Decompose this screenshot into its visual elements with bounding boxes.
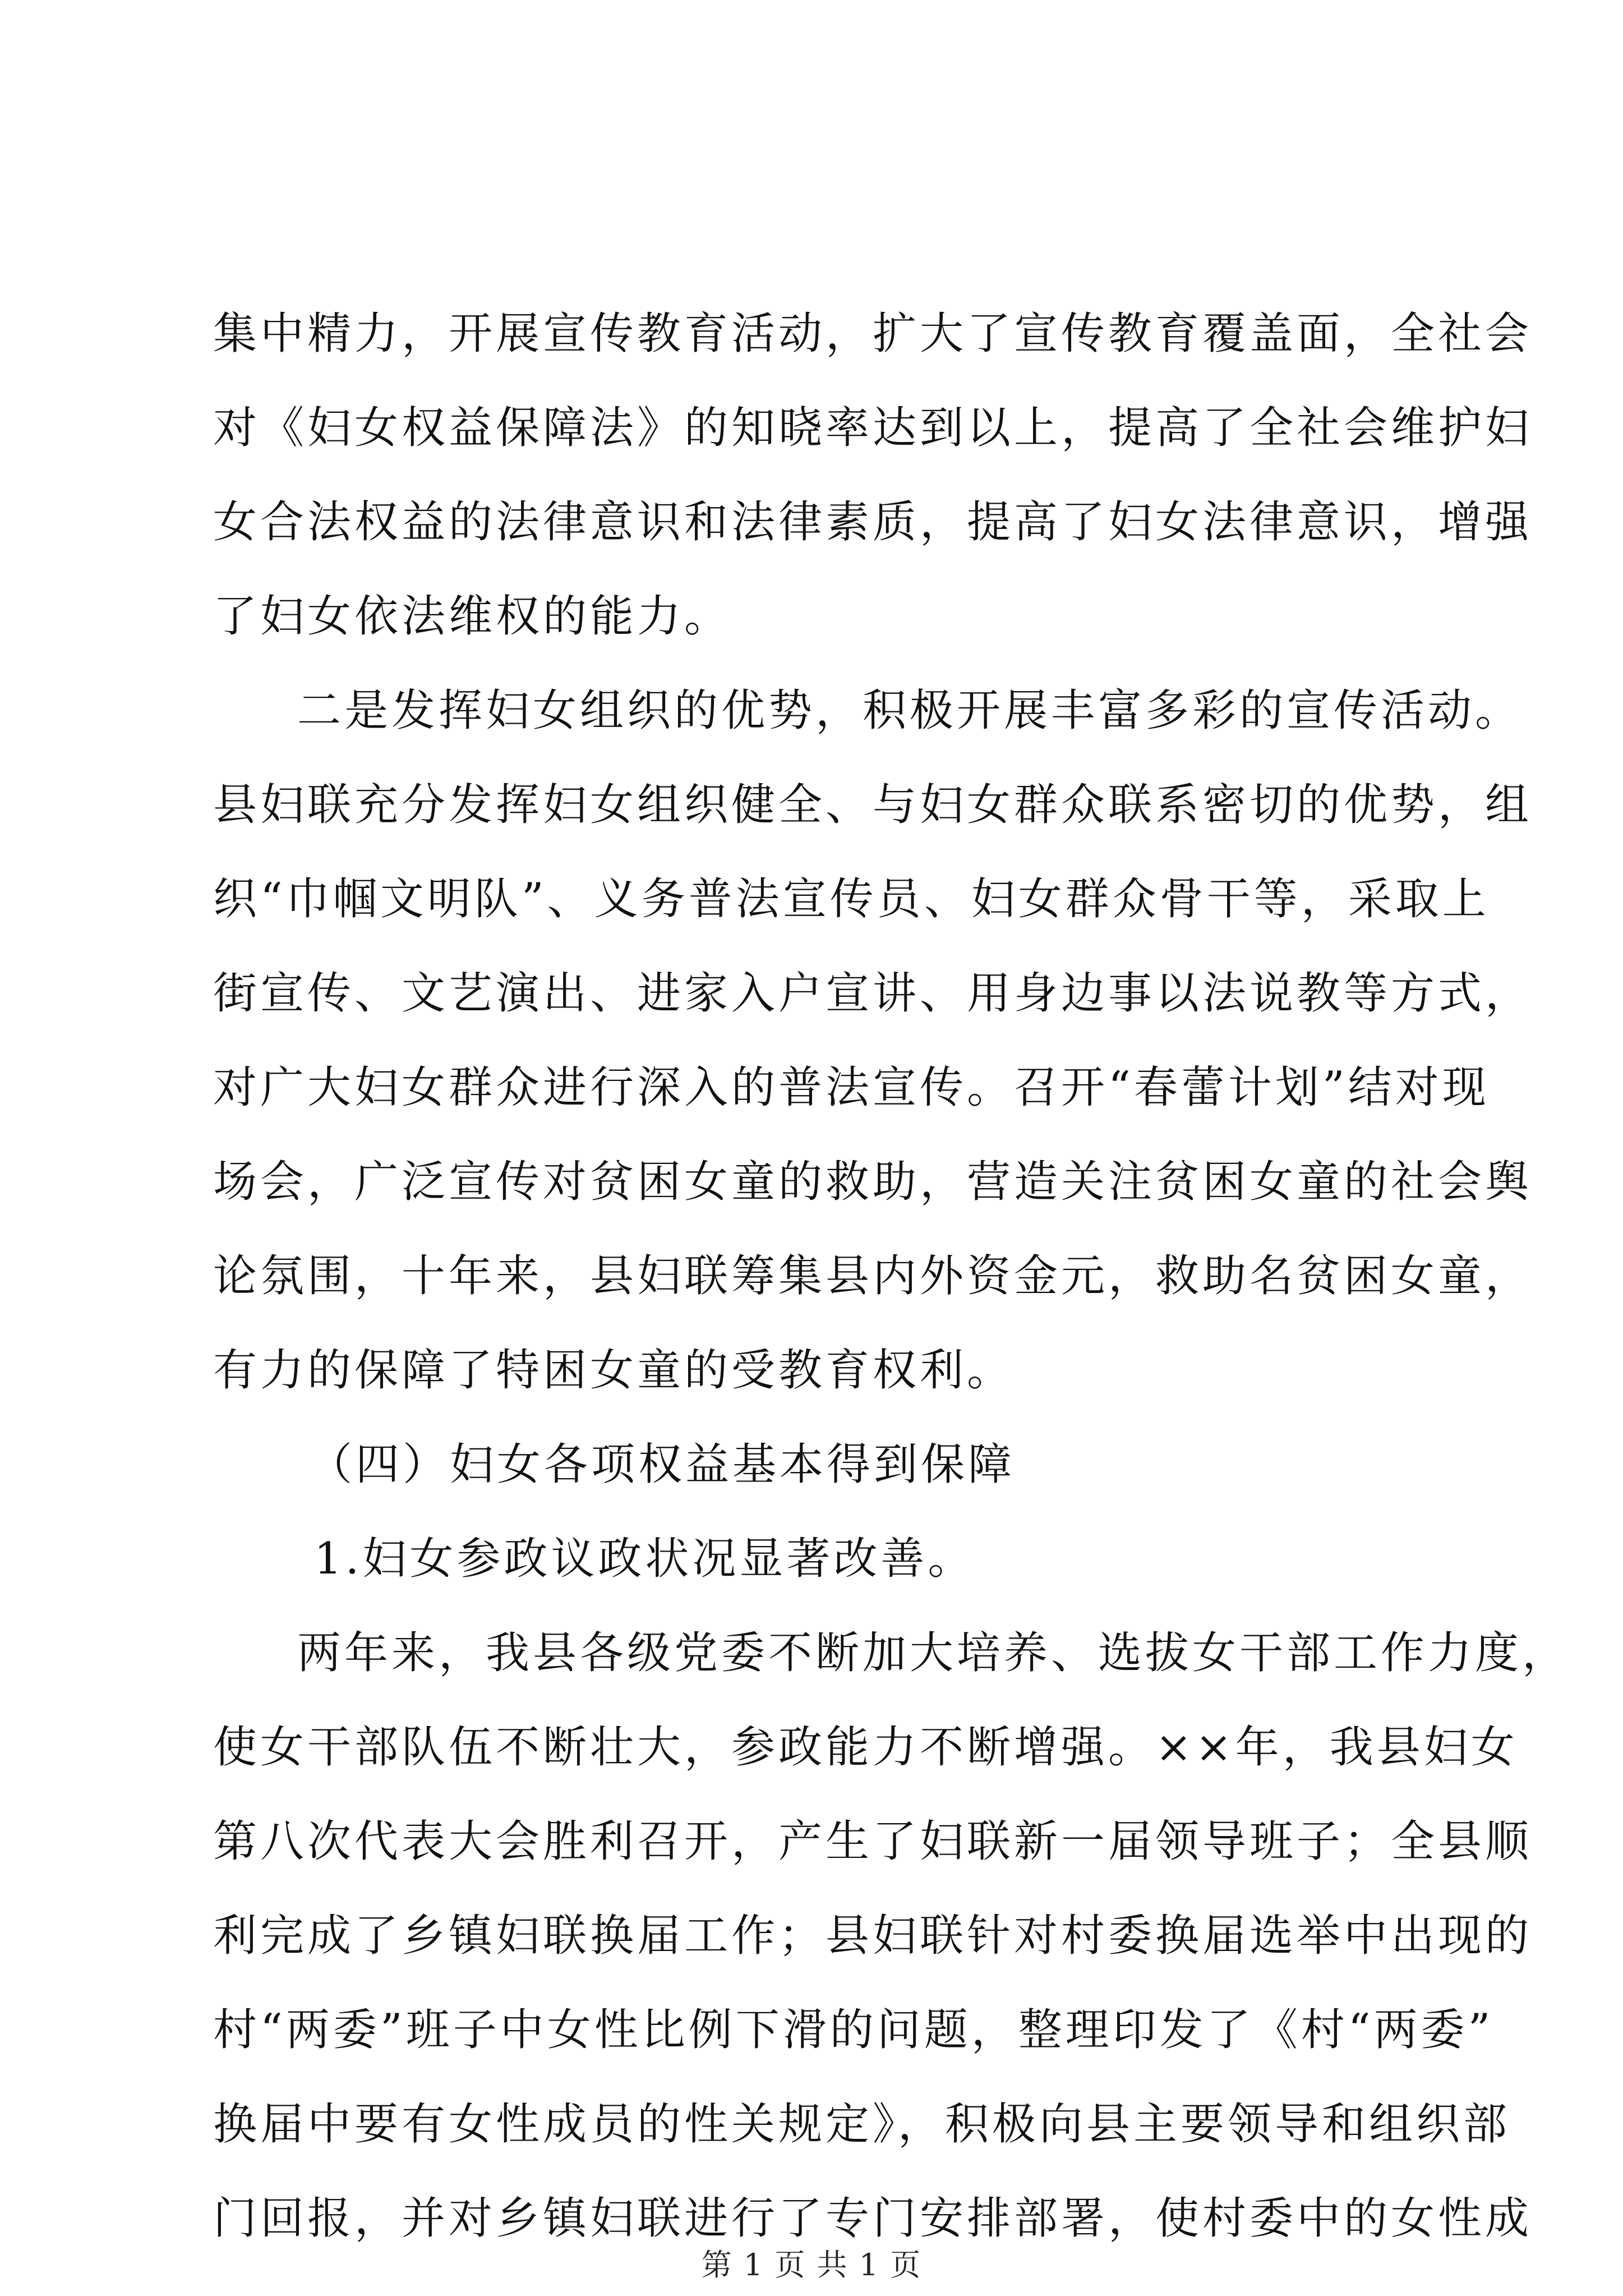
text-line: 集中精力，开展宣传教育活动，扩大了宣传教育覆盖面，全社会 (213, 309, 1533, 359)
text-line: 有力的保障了特困女童的受教育权利。 (213, 1345, 1015, 1396)
paragraph-start-line: 两年来，我县各级党委不断加大培养、选拔女干部工作力度， (297, 1628, 1570, 1678)
page-footer: 第 1 页 共 1 页 (701, 2247, 922, 2283)
text-line: 场会，广泛宣传对贫困女童的救助，营造关注贫困女童的社会舆 (213, 1157, 1533, 1207)
text-line: 利完成了乡镇妇联换届工作；县妇联针对村委换届选举中出现的 (213, 1911, 1533, 1961)
text-line: 第八次代表大会胜利召开，产生了妇联新一届领导班子；全县顺 (213, 1816, 1533, 1867)
text-line: 织“巾帼文明队”、义务普法宣传员、妇女群众骨干等，采取上 (213, 874, 1490, 924)
text-line: 女合法权益的法律意识和法律素质，提高了妇女法律意识，增强 (213, 497, 1533, 547)
section-heading: （四）妇女各项权益基本得到保障 (308, 1439, 1016, 1490)
text-line: 论氛围，十年来，县妇联筹集县内外资金元，救助名贫困女童， (213, 1251, 1533, 1301)
text-line: 对广大妇女群众进行深入的普法宣传。召开“春蕾计划”结对现 (213, 1062, 1490, 1113)
text-line: 使女干部队伍不断壮大，参政能力不断增强。××年，我县妇女 (213, 1722, 1518, 1773)
text-line: 门回报，并对乡镇妇联进行了专门安排部署，使村委中的女性成 (213, 2193, 1533, 2244)
text-line: 街宣传、文艺演出、进家入户宣讲、用身边事以法说教等方式， (213, 968, 1533, 1019)
text-line: 村“两委”班子中女性比例下滑的问题，整理印发了《村“两委” (213, 2005, 1494, 2055)
text-line: 县妇联充分发挥妇女组织健全、与妇女群众联系密切的优势，组 (213, 780, 1533, 830)
text-line: 换届中要有女性成员的性关规定》，积极向县主要领导和组织部 (213, 2099, 1511, 2150)
text-line: 对《妇女权益保障法》的知晓率达到以上，提高了全社会维护妇 (213, 403, 1533, 453)
paragraph-start-line: 二是发挥妇女组织的优势，积极开展丰富多彩的宣传活动。 (297, 685, 1523, 736)
text-line: 了妇女依法维权的能力。 (213, 591, 732, 642)
subsection-heading: 1.妇女参政议政状况显著改善。 (314, 1534, 975, 1584)
